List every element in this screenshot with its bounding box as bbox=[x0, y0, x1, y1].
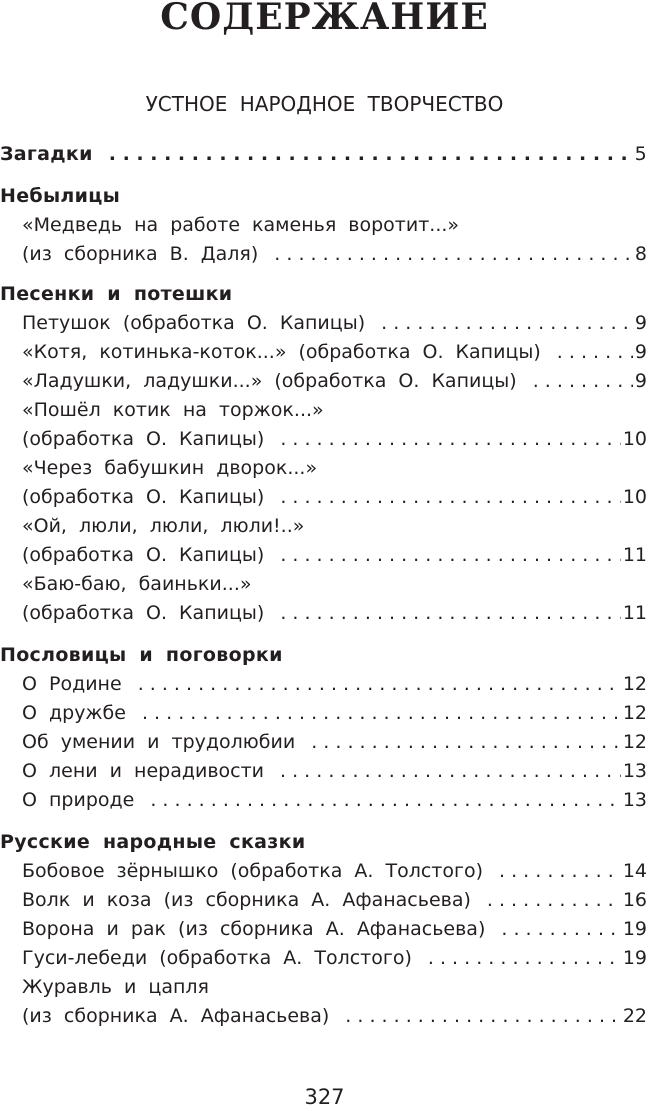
toc-entry[interactable] bbox=[0, 211, 649, 269]
entry-title: (обработка О. Капицы) bbox=[22, 544, 265, 566]
page-ref: 9 bbox=[634, 312, 647, 334]
entry-title: (из сборника А. Афанасьева) bbox=[22, 1005, 330, 1027]
entry-title: Волк и коза (из сборника А. Афанасьева) bbox=[22, 889, 471, 911]
section-subtitle: УСТНОЕ НАРОДНОЕ ТВОРЧЕСТВО bbox=[145, 92, 504, 116]
entry-line-text: «Медведь на работе каменья воротит...» bbox=[22, 214, 460, 236]
leader-dots bbox=[501, 915, 620, 944]
entry-title: (из сборника В. Даля) bbox=[22, 243, 259, 265]
page-ref: 10 bbox=[622, 428, 647, 450]
toc-entry[interactable] bbox=[0, 454, 649, 512]
toc-entry[interactable] bbox=[0, 944, 649, 973]
leader-dots bbox=[487, 886, 621, 915]
page-ref: 19 bbox=[622, 947, 647, 969]
leader-dots bbox=[533, 367, 633, 396]
section-heading: Небылицы bbox=[0, 185, 121, 207]
entry-line-text: «Ой, люли, люли, люли!..» bbox=[22, 515, 305, 537]
toc-entry[interactable] bbox=[0, 396, 649, 454]
entry-line-text: «Пошёл котик на торжок...» bbox=[22, 399, 324, 421]
page-ref: 11 bbox=[622, 544, 647, 566]
page-ref: 8 bbox=[634, 243, 647, 265]
entry-title: (обработка О. Капицы) bbox=[22, 486, 265, 508]
leader-dots bbox=[311, 728, 621, 757]
section-heading: Пословицы и поговорки bbox=[0, 644, 283, 666]
leader-dots bbox=[557, 338, 633, 367]
leader-dots bbox=[428, 944, 621, 973]
entry-line-text: «Баю-баю, баиньки...» bbox=[22, 573, 252, 595]
entry-title: Загадки bbox=[0, 143, 93, 165]
entry-title: О лени и нерадивости bbox=[22, 760, 265, 782]
page-ref: 12 bbox=[622, 702, 647, 724]
entry-title: Бобовое зёрнышко (обработка А. Толстого) bbox=[22, 860, 483, 882]
entry-title: О Родине bbox=[22, 673, 122, 695]
toc-entry[interactable] bbox=[0, 857, 649, 886]
entry-title: Об умении и трудолюбии bbox=[22, 731, 296, 753]
entry-line-text: «Через бабушкин дворок...» bbox=[22, 457, 318, 479]
leader-dots bbox=[280, 425, 621, 454]
leader-dots bbox=[381, 309, 633, 338]
page-ref: 9 bbox=[634, 341, 647, 363]
toc-entry[interactable] bbox=[0, 570, 649, 628]
page-number: 327 bbox=[304, 1085, 345, 1109]
leader-dots bbox=[142, 699, 621, 728]
toc-entry[interactable] bbox=[0, 367, 649, 396]
page-ref: 13 bbox=[622, 760, 647, 782]
entry-line-text: Журавль и цапля bbox=[22, 976, 209, 998]
toc-entry[interactable] bbox=[0, 728, 649, 757]
page-ref: 9 bbox=[634, 370, 647, 392]
entry-title: Гуси-лебеди (обработка А. Толстого) bbox=[22, 947, 412, 969]
leader-dots bbox=[138, 670, 621, 699]
section-heading: Песенки и потешки bbox=[0, 283, 233, 305]
entry-title: «Котя, котинька-коток...» (обработка О. Капицы) bbox=[22, 341, 541, 363]
page-title: СОДЕРЖАНИЕ bbox=[160, 0, 489, 38]
entry-title: Петушок (обработка О. Капицы) bbox=[22, 312, 366, 334]
page-ref: 14 bbox=[622, 860, 647, 882]
page-ref: 19 bbox=[622, 918, 647, 940]
entry-title: (обработка О. Капицы) bbox=[22, 428, 265, 450]
leader-dots bbox=[345, 1002, 621, 1031]
page-ref: 16 bbox=[622, 889, 647, 911]
leader-dots bbox=[280, 483, 621, 512]
toc-entry[interactable] bbox=[0, 309, 649, 338]
leader-dots bbox=[150, 786, 620, 815]
entry-line bbox=[22, 211, 649, 240]
entry-title: Ворона и рак (из сборника А. Афанасьева) bbox=[22, 918, 486, 940]
page-ref: 12 bbox=[622, 673, 647, 695]
toc-entry[interactable] bbox=[0, 757, 649, 786]
leader-dots bbox=[274, 240, 633, 269]
section-heading: Русские народные сказки bbox=[0, 831, 306, 853]
page-ref: 10 bbox=[622, 486, 647, 508]
page-ref: 12 bbox=[622, 731, 647, 753]
toc-entry[interactable] bbox=[0, 915, 649, 944]
leader-dots bbox=[499, 857, 621, 886]
leader-dots bbox=[280, 757, 621, 786]
leader-dots bbox=[280, 599, 621, 628]
entry-title: (обработка О. Капицы) bbox=[22, 602, 265, 624]
toc-entry[interactable] bbox=[0, 512, 649, 570]
toc-entry[interactable] bbox=[0, 973, 649, 1031]
table-of-contents bbox=[0, 140, 649, 1031]
toc-entry[interactable] bbox=[0, 886, 649, 915]
toc-entry[interactable] bbox=[0, 786, 649, 815]
leader-dots bbox=[280, 541, 621, 570]
entry-title: О дружбе bbox=[22, 702, 126, 724]
entry-line bbox=[22, 240, 649, 269]
toc-entry[interactable] bbox=[0, 670, 649, 699]
page-ref: 5 bbox=[634, 143, 647, 165]
entry-title: «Ладушки, ладушки...» (обработка О. Капицы) bbox=[22, 370, 517, 392]
entry-title: О природе bbox=[22, 789, 135, 811]
toc-entry[interactable] bbox=[0, 699, 649, 728]
leader-dots bbox=[109, 140, 633, 169]
page-ref: 11 bbox=[622, 602, 647, 624]
page-ref: 13 bbox=[622, 789, 647, 811]
toc-entry[interactable] bbox=[0, 338, 649, 367]
page-ref: 22 bbox=[622, 1005, 647, 1027]
toc-entry-zagadki[interactable] bbox=[0, 140, 649, 169]
